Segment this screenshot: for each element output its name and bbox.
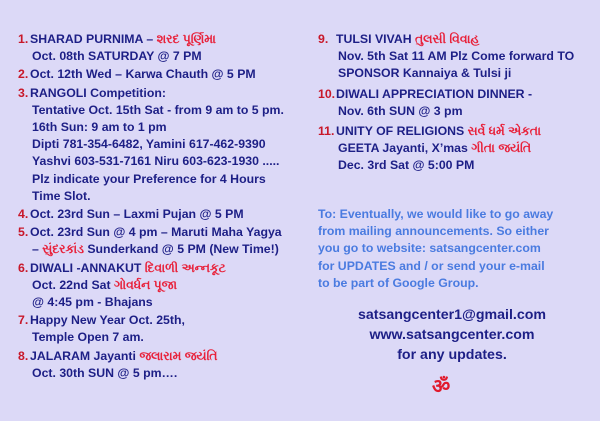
contact-website: www.satsangcenter.com (369, 327, 535, 343)
event-text: Yashvi 603-531-7161 Niru 603-623-1930 ..... (32, 154, 280, 169)
event-text: Nov. 6th SUN @ 3 pm (338, 103, 463, 118)
event-text: Oct. 08th SATURDAY @ 7 PM (32, 49, 202, 64)
om-symbol: ॐ (432, 376, 451, 398)
event-line (18, 48, 308, 65)
event-text: TULSI VIVAH (336, 32, 416, 46)
contact-email: satsangcenter1@gmail.com (357, 307, 547, 323)
event-item (18, 312, 308, 346)
event-number: 10. (318, 86, 336, 101)
event-text: Sunderkand @ 5 PM (New Time!) (83, 242, 279, 257)
event-text: Oct. 30th SUN @ 5 pm…. (32, 365, 178, 380)
event-line (18, 329, 308, 346)
contact-note: for any updates. (397, 347, 507, 363)
note-line: you go to website: satsangcenter.com (318, 241, 541, 256)
event-line (318, 157, 593, 174)
event-line (318, 65, 593, 82)
event-line (18, 241, 308, 258)
event-text: Dec. 3rd Sat @ 5:00 PM (338, 158, 475, 173)
contact-block (318, 305, 586, 365)
event-heading (18, 206, 308, 223)
event-text: RANGOLI Competition: (30, 85, 166, 100)
event-item (18, 348, 308, 382)
event-item (318, 31, 593, 83)
event-line (18, 136, 308, 153)
event-heading (318, 31, 593, 48)
event-item (18, 31, 308, 65)
event-text: SHARAD PURNIMA – (30, 32, 157, 46)
event-number: 11. (318, 124, 335, 139)
event-heading (318, 86, 593, 103)
event-text: Temple Open 7 am. (32, 330, 144, 345)
mailing-note (318, 206, 593, 292)
gujarati-text: જલારામ જયંતિ (139, 348, 218, 363)
event-item (318, 123, 593, 175)
event-number: 5. (18, 225, 29, 240)
event-text: Nov. 5th Sat 11 AM Plz Come forward TO (338, 49, 575, 64)
event-text: 16th Sun: 9 am to 1 pm (32, 120, 167, 135)
event-text: Time Slot. (32, 188, 91, 203)
event-line (18, 294, 308, 311)
event-text: Oct. 22nd Sat (32, 277, 115, 292)
events-left-column (18, 31, 308, 383)
event-text: Happy New Year Oct. 25th, (30, 313, 185, 328)
gujarati-text: ગોવર્ધન પૂજા (114, 277, 177, 292)
event-text: Plz indicate your Preference for 4 Hours (32, 171, 266, 186)
event-number: 1. (18, 32, 29, 46)
event-line (18, 171, 308, 188)
event-number: 3. (18, 85, 29, 100)
event-heading (18, 85, 308, 102)
event-line (18, 119, 308, 136)
event-line (18, 102, 308, 119)
event-text: @ 4:45 pm - Bhajans (32, 295, 153, 310)
gujarati-text: તુલસી વિવાહ (415, 32, 480, 46)
event-heading (18, 66, 308, 83)
event-text: Oct. 12th Wed – Karwa Chauth @ 5 PM (30, 67, 256, 82)
event-text: Oct. 23rd Sun – Laxmi Pujan @ 5 PM (30, 207, 244, 222)
event-text: Tentative Oct. 15th Sat - from 9 am to 5 pm. (32, 102, 284, 117)
event-number: 2. (18, 67, 29, 82)
event-heading (18, 312, 308, 329)
events-right-column (318, 31, 593, 176)
event-heading (18, 31, 308, 48)
event-line (18, 153, 308, 170)
event-line (18, 277, 308, 294)
note-line: from mailing announcements. So either (318, 224, 549, 239)
event-item (18, 224, 308, 258)
note-line: To: Eventually, we would like to go away (318, 207, 554, 221)
event-line (318, 140, 593, 157)
gujarati-text: દિવાળી અન્નકૂટ (144, 260, 226, 275)
event-line (18, 188, 308, 205)
gujarati-text: સર્વ ધર્મ એકતા (467, 124, 541, 139)
event-number: 6. (18, 260, 29, 275)
event-text: DIWALI APPRECIATION DINNER - (336, 86, 533, 101)
event-line (18, 365, 308, 382)
note-line: for UPDATES and / or send your e-mail (318, 258, 545, 273)
gujarati-text: શરદ પૂર્ણિમા (156, 32, 216, 46)
event-line (318, 48, 593, 65)
event-heading (18, 348, 308, 365)
event-heading (18, 224, 308, 241)
event-number: 4. (18, 207, 29, 222)
event-text: GEETA Jayanti, X’mas (338, 141, 472, 156)
event-text: SPONSOR Kannaiya & Tulsi ji (338, 66, 512, 81)
event-heading (318, 123, 593, 140)
event-number: 7. (18, 313, 29, 328)
event-text: Oct. 23rd Sun @ 4 pm – Maruti Maha Yagya (30, 225, 282, 240)
event-item (18, 66, 308, 83)
event-item (18, 85, 308, 205)
event-text: JALARAM Jayanti (30, 348, 140, 363)
event-text: UNITY OF RELIGIONS (336, 124, 468, 139)
event-number: 8. (18, 348, 29, 363)
event-number: 9. (318, 32, 329, 46)
note-line: to be part of Google Group. (318, 275, 479, 290)
event-item (18, 206, 308, 223)
event-heading (18, 260, 308, 277)
gujarati-text: સુંદરકાંડ (42, 242, 84, 257)
event-item (18, 260, 308, 312)
event-item (318, 86, 593, 120)
event-line (318, 103, 593, 120)
event-text: Dipti 781-354-6482, Yamini 617-462-9390 (32, 137, 266, 152)
event-text: DIWALI -ANNAKUT (30, 260, 145, 275)
gujarati-text: ગીતા જયંતિ (471, 141, 531, 156)
event-text: – (32, 242, 43, 257)
